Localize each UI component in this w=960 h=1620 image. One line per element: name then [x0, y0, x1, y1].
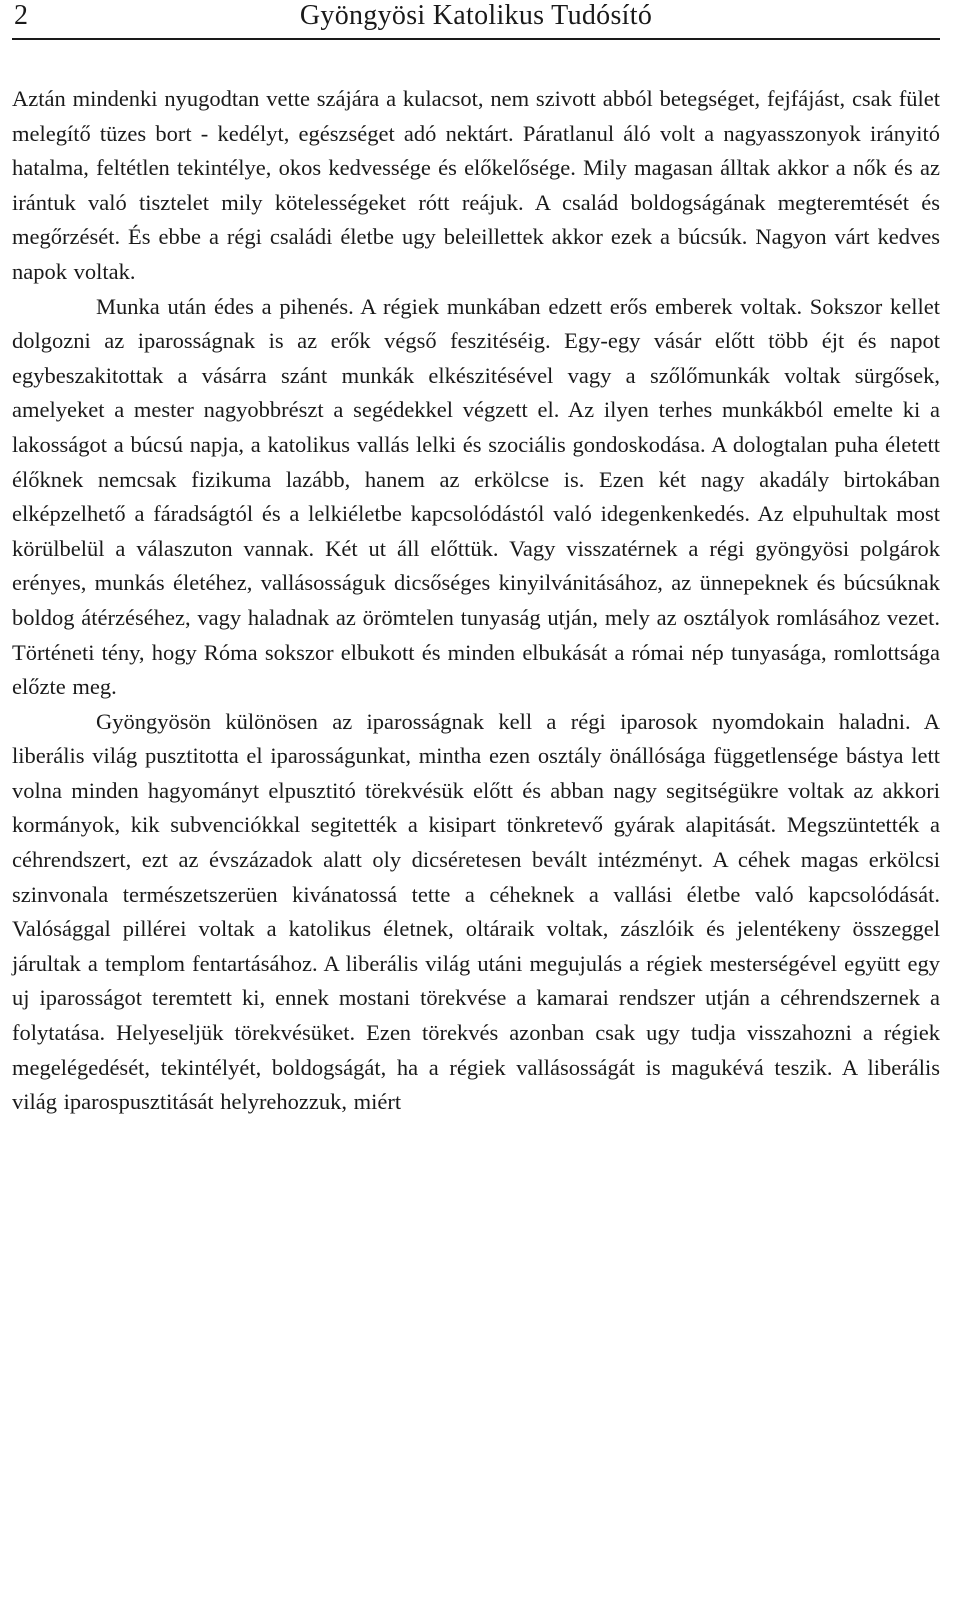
page-header	[12, 0, 940, 40]
running-title: Gyöngyösi Katolikus Tudósító	[299, 0, 653, 31]
page-number: 2	[14, 0, 28, 31]
paragraph-1: Aztán mindenki nyugodtan vette szájára a kulacsot, nem szivott abból betegséget, fejfájást, csak fület melegítő tüzes bort - kedélyt, egészséget adó nektárt. Páratlanul áló volt a nagyasszonyok irányitó hatalma, feltétlen tekintélye, okos kedvessége és előkelősége. Mily magasan álltak akkor a nők és az irántuk való tisztelet mily kötelességeket rótt reájuk. A család boldogságának megteremtését és megőrzését. És ebbe a régi családi életbe ugy beleillettek akkor ezek a búcsúk. Nagyon várt kedves napok voltak.	[12, 86, 940, 284]
paragraph-2: Munka után édes a pihenés. A régiek munkában edzett erős emberek voltak. Sokszor kellet dolgozni az iparosságnak is az erők végső feszitéséig. Egy-egy vásár előtt több éjt és napot egybeszakitottak a vásárra szánt munkák elkészitésével vagy a szőlőmunkák voltak sürgősek, amelyeket a mester nagyobbrészt a segédekkel végzett el. Az ilyen terhes munkákból emelte ki a lakosságot a búcsú napja, a katolikus vallás lelki és szociális gondoskodása. A dologtalan puha életett élőknek nemcsak fizikuma lazább, hanem az erkölcse is. Ezen két nagy akadály birtokában elképzelhető a fáradságtól és a lelkiéletbe kapcsolódástól való idegenkenkedés. Az elpuhultak most körülbelül a válaszuton vannak. Két ut áll előttük. Vagy visszatérnek a régi gyöngyösi polgárok erényes, munkás életéhez, vallásosságuk dicsőséges kinyilvánitásához, az ünnepeknek és búcsúknak boldog átérzéséhez, vagy haladnak az örömtelen tunyaság utján, mely az osztályok romlásához vezet. Történeti tény, hogy Róma sokszor elbukott és minden elbukását a római nép tunyasága, romlottsága előzte meg.	[12, 293, 940, 700]
paragraph-3: Gyöngyösön különösen az iparosságnak kell a régi iparosok nyomdokain haladni. A liberális világ pusztitotta el iparosságunkat, mintha ezen osztály önállósága függetlensége bástya lett volna minden hagyományt elpusztitó törekvésük előtt és abban nagy segitségükre voltak az akkori kormányok, kik subvenciókkal segitették a kisipart tönkretevő gyárak alapitását. Megszüntették a céhrendszert, ezt az évszázadok alatt oly dicséretesen bevált intézményt. A céhek magas erkölcsi szinvonala természetszerüen kivánatossá tette a céheknek a vallási életbe való kapcsolódását. Valósággal pillérei voltak a katolikus életnek, oltáraik voltak, zászlóik és jelentékeny összeggel járultak a templom fentartásához. A liberális világ utáni megujulás a régiek mesterségével együtt egy uj iparosságot teremtett ki, ennek mostani törekvése a kamarai rendszer utján a céhrendszernek a folytatása. Helyeseljük törekvésüket. Ezen törekvés azonban csak ugy tudja visszahozni a régiek megelégedését, tekintélyét, boldogságát, ha a régiek vallásosságát is magukévá teszik. A liberális világ iparospusztitását helyrehozzuk, miért	[12, 708, 940, 1115]
article-body	[12, 82, 940, 1120]
